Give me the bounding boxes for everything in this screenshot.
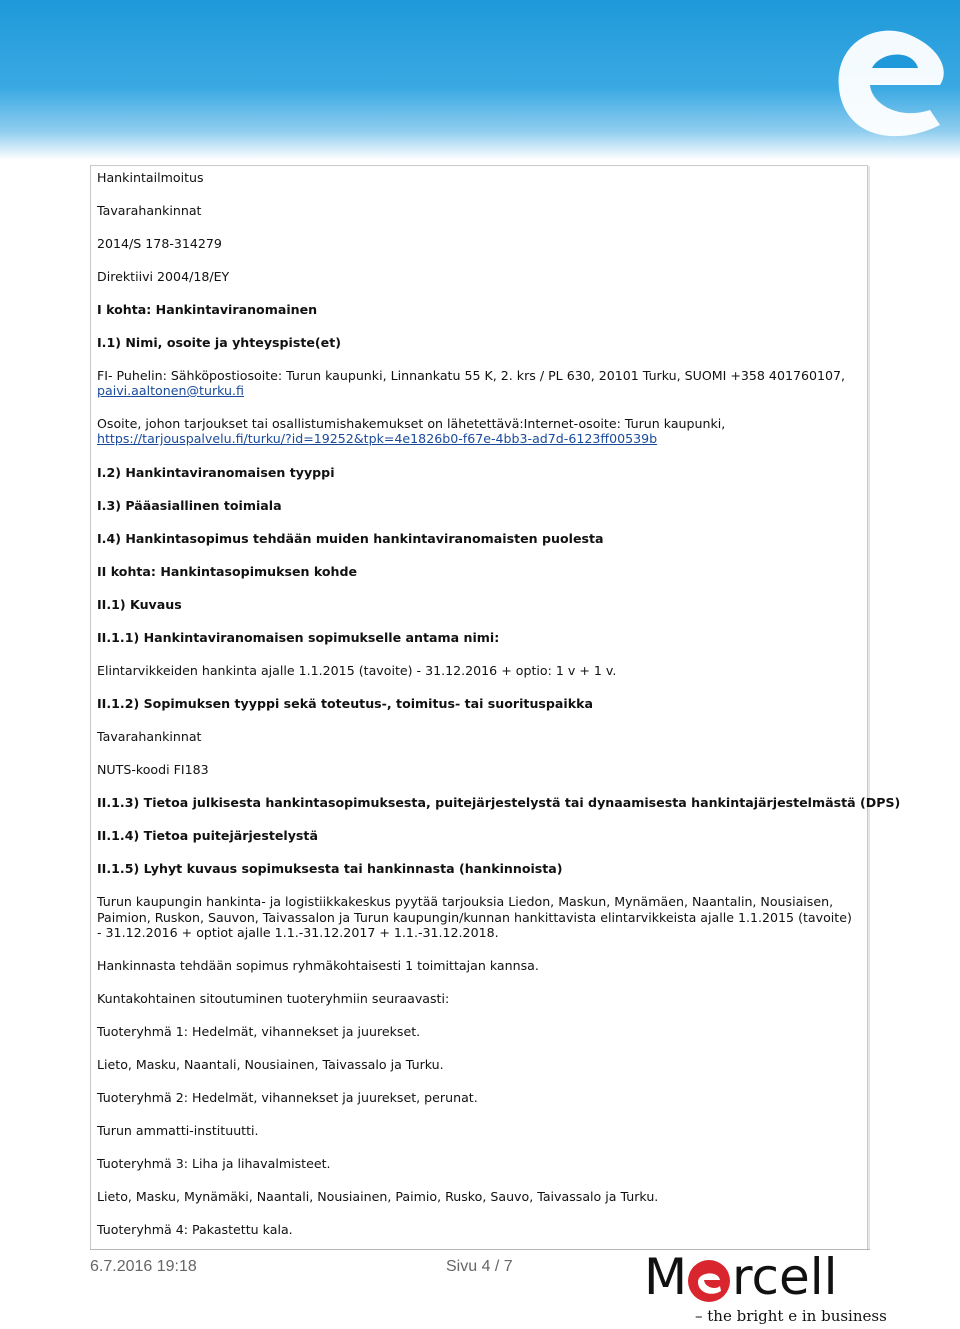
product-group-3: Tuoteryhmä 3: Liha ja lihavalmisteet. <box>97 1156 331 1171</box>
logo-e-icon <box>686 1258 732 1304</box>
product-group-1-members: Lieto, Masku, Naantali, Nousiainen, Taivassalo ja Turku. <box>97 1057 444 1072</box>
contract-description: Turun kaupungin hankinta- ja logistiikkakeskus pyytää tarjouksia Liedon, Maskun, Mynämäen, Naantalin, Nousiaisen, Paimion, Ruskon, Sauvon, Taivassalon ja Turun kaupungin/kunnan hankittavista elintarvikkeista ajalle 1.1.2015 (tavoite) - 31.12.2016 + optiot ajalle 1.1.-31.12.2017 + 1.1.-31.12.2018. <box>97 894 852 940</box>
paragraph-group: Hankinnasta tehdään sopimus ryhmäkohtaisesti 1 toimittajan kannsa. <box>97 958 539 973</box>
document-directive: Direktiivi 2004/18/EY <box>97 269 230 284</box>
product-group-1: Tuoteryhmä 1: Hedelmät, vihannekset ja juurekset. <box>97 1024 421 1039</box>
contract-name: Elintarvikkeiden hankinta ajalle 1.1.2015 (tavoite) - 31.12.2016 + optio: 1 v + 1 v. <box>97 663 617 678</box>
section-2-1-1-heading: II.1.1) Hankintaviranomaisen sopimukselle antama nimi: <box>97 630 500 645</box>
marcell-logo <box>640 1248 887 1329</box>
section-2-1-2-heading: II.1.2) Sopimuksen tyyppi sekä toteutus-, toimitus- tai suorituspaikka <box>97 696 593 711</box>
footer-page-number: Sivu 4 / 7 <box>446 1258 513 1275</box>
section-1-3-heading: I.3) Pääasiallinen toimiala <box>97 498 282 513</box>
product-group-4: Tuoteryhmä 4: Pakastettu kala. <box>97 1222 293 1237</box>
contact-text: FI- Puhelin: Sähköpostiosoite: Turun kaupunki, Linnankatu 55 K, 2. krs / PL 630, 20101 Turku, SUOMI +358 401760107, <box>97 368 846 383</box>
section-1-2-heading: I.2) Hankintaviranomaisen tyyppi <box>97 465 335 480</box>
logo-word-rcell: rcell <box>732 1248 838 1306</box>
product-group-2-members: Turun ammatti-instituutti. <box>97 1123 259 1138</box>
section-2-heading: II kohta: Hankintasopimuksen kohde <box>97 564 358 579</box>
document-type: Tavarahankinnat <box>97 203 202 218</box>
contact-email-link[interactable]: paivi.aaltonen@turku.fi <box>97 383 244 398</box>
section-2-1-5-heading: II.1.5) Lyhyt kuvaus sopimuksesta tai hankinnasta (hankinnoista) <box>97 861 563 876</box>
logo-letter-m: M <box>644 1248 688 1306</box>
paragraph-commitment: Kuntakohtainen sitoutuminen tuoteryhmiin seuraavasti: <box>97 991 450 1006</box>
document-reference: 2014/S 178-314279 <box>97 236 222 251</box>
section-2-1-4-heading: II.1.4) Tietoa puitejärjestelystä <box>97 828 318 843</box>
footer-date: 6.7.2016 19:18 <box>90 1258 197 1275</box>
contract-type: Tavarahankinnat <box>97 729 202 744</box>
section-2-1-heading: II.1) Kuvaus <box>97 597 182 612</box>
brand-e-icon <box>800 0 960 150</box>
document-title: Hankintailmoitus <box>97 170 204 185</box>
section-1-1-heading: I.1) Nimi, osoite ja yhteyspiste(et) <box>97 335 342 350</box>
section-2-1-3-heading: II.1.3) Tietoa julkisesta hankintasopimuksesta, puitejärjestelystä tai dynaamisesta hankintajärjestelmästä (DPS) <box>97 795 901 810</box>
section-1-heading: I kohta: Hankintaviranomainen <box>97 302 318 317</box>
logo-tagline: – the bright e in business <box>695 1307 887 1325</box>
product-group-3-members: Lieto, Masku, Mynämäki, Naantali, Nousiainen, Paimio, Rusko, Sauvo, Taivassalo ja Turku. <box>97 1189 659 1204</box>
address-text: Osoite, johon tarjoukset tai osallistumishakemukset on lähetettävä:Internet-osoite: Turun kaupunki, <box>97 416 726 431</box>
section-1-4-heading: I.4) Hankintasopimus tehdään muiden hankintaviranomaisten puolesta <box>97 531 604 546</box>
nuts-code: NUTS-koodi FI183 <box>97 762 209 777</box>
address-url-link[interactable]: https://tarjouspalvelu.fi/turku/?id=19252&tpk=4e1826b0-f67e-4bb3-ad7d-6123ff00539b <box>97 431 658 446</box>
product-group-2: Tuoteryhmä 2: Hedelmät, vihannekset ja juurekset, perunat. <box>97 1090 478 1105</box>
